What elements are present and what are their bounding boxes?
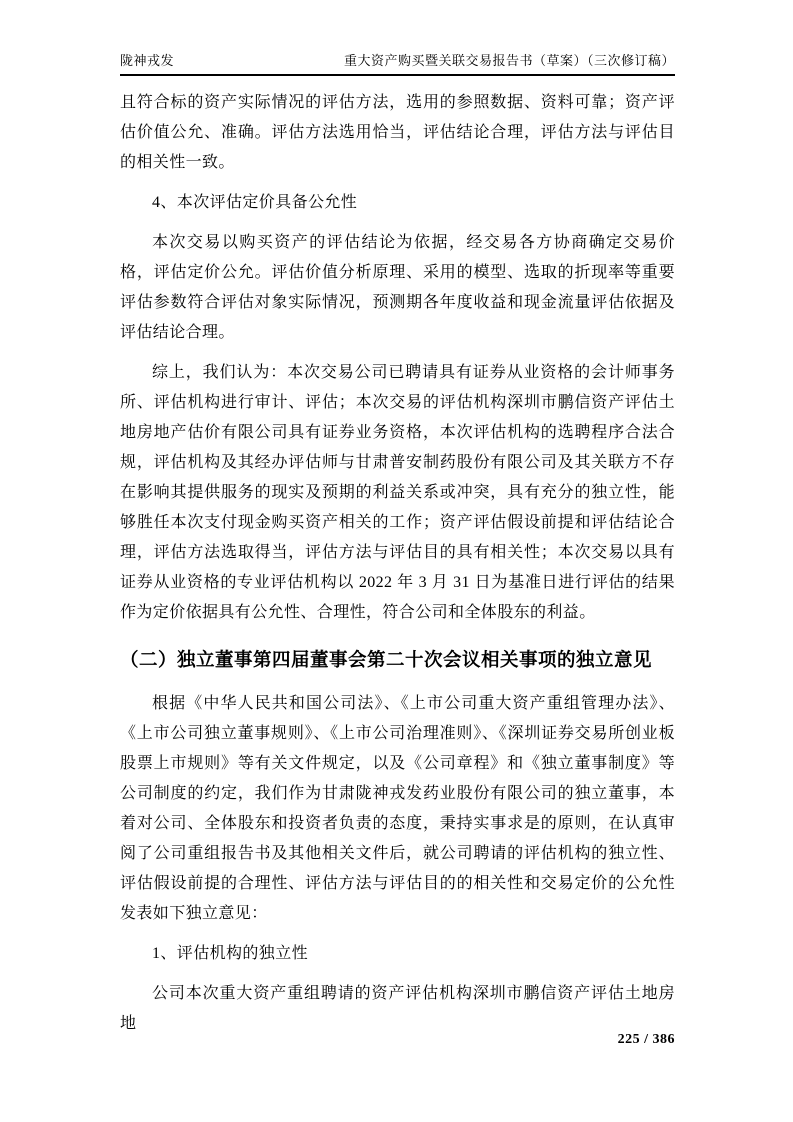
page-number: 225 / 386 <box>617 1032 675 1047</box>
page-footer <box>618 1032 675 1048</box>
body-paragraph-summary-opinion: 综上，我们认为：本次交易公司已聘请具有证券从业资格的会计师事务所、评估机构进行审计、评估；本次交易的评估机构深圳市鹏信资产评估土地房地产估价有限公司具有证券业务资格，本次评估机构的选聘程序合法合规，评估机构及其经办评估师与甘肃普安制药股份有限公司及其关联方不存在影响其提供服务的现实及预期的利益关系或冲突，具有充分的独立性，能够胜任本次支付现金购买资产相关的工作；资产评估假设前提和评估结论合理，评估方法选取得当，评估方法与评估目的具有相关性；本次交易以具有证券从业资格的专业评估机构以 2022 年 3 月 31 日为基准日进行评估的结果作为定价依据具有公允性、合理性，符合公司和全体股东的利益。 <box>120 364 675 621</box>
body-paragraph-legal-basis: 根据《中华人民共和国公司法》、《上市公司重大资产重组管理办法》、《上市公司独立董事规则》、《上市公司治理准则》、《深圳证券交易所创业板股票上市规则》等有关文件规定，以及《公司章程》和《独立董事制度》等公司制度的约定，我们作为甘肃陇神戎发药业股份有限公司的独立董事，本着对公司、全体股东和投资者负责的态度，秉持实事求是的原则，在认真审阅了公司重组报告书及其他相关文件后，就公司聘请的评估机构的独立性、评估假设前提的合理性、评估方法与评估目的的相关性和交易定价的公允性发表如下独立意见： <box>120 695 675 922</box>
header-doc-short-title: 陇神戎发 <box>120 53 175 68</box>
body-paragraph-transaction-pricing: 本次交易以购买资产的评估结论为依据，经交易各方协商确定交易价格，评估定价公允。评估价值分析原理、采用的模型、选取的折现率等重要评估参数符合评估对象实际情况，预测期各年度收益和现金流量评估依据及评估结论合理。 <box>120 234 675 341</box>
page-header <box>120 50 675 76</box>
section-heading-independent-directors-opinion: （二）独立董事第四届董事会第二十次会议相关事项的独立意见 <box>120 649 653 670</box>
body-paragraph-continuation: 且符合标的资产实际情况的评估方法，选用的参照数据、资料可靠；资产评估价值公允、准确。评估方法选用恰当，评估结论合理，评估方法与评估目的相关性一致。 <box>120 94 675 171</box>
sub-heading-1-appraiser-independence: 1、评估机构的独立性 <box>152 945 309 962</box>
sub-heading-4-pricing-fairness: 4、本次评估定价具备公允性 <box>152 194 358 211</box>
header-doc-full-title: 重大资产购买暨关联交易报告书（草案）（三次修订稿） <box>343 53 675 68</box>
page-body <box>120 88 675 1049</box>
body-paragraph-appraiser-intro: 公司本次重大资产重组聘请的资产评估机构深圳市鹏信资产评估土地房地 <box>120 985 675 1032</box>
